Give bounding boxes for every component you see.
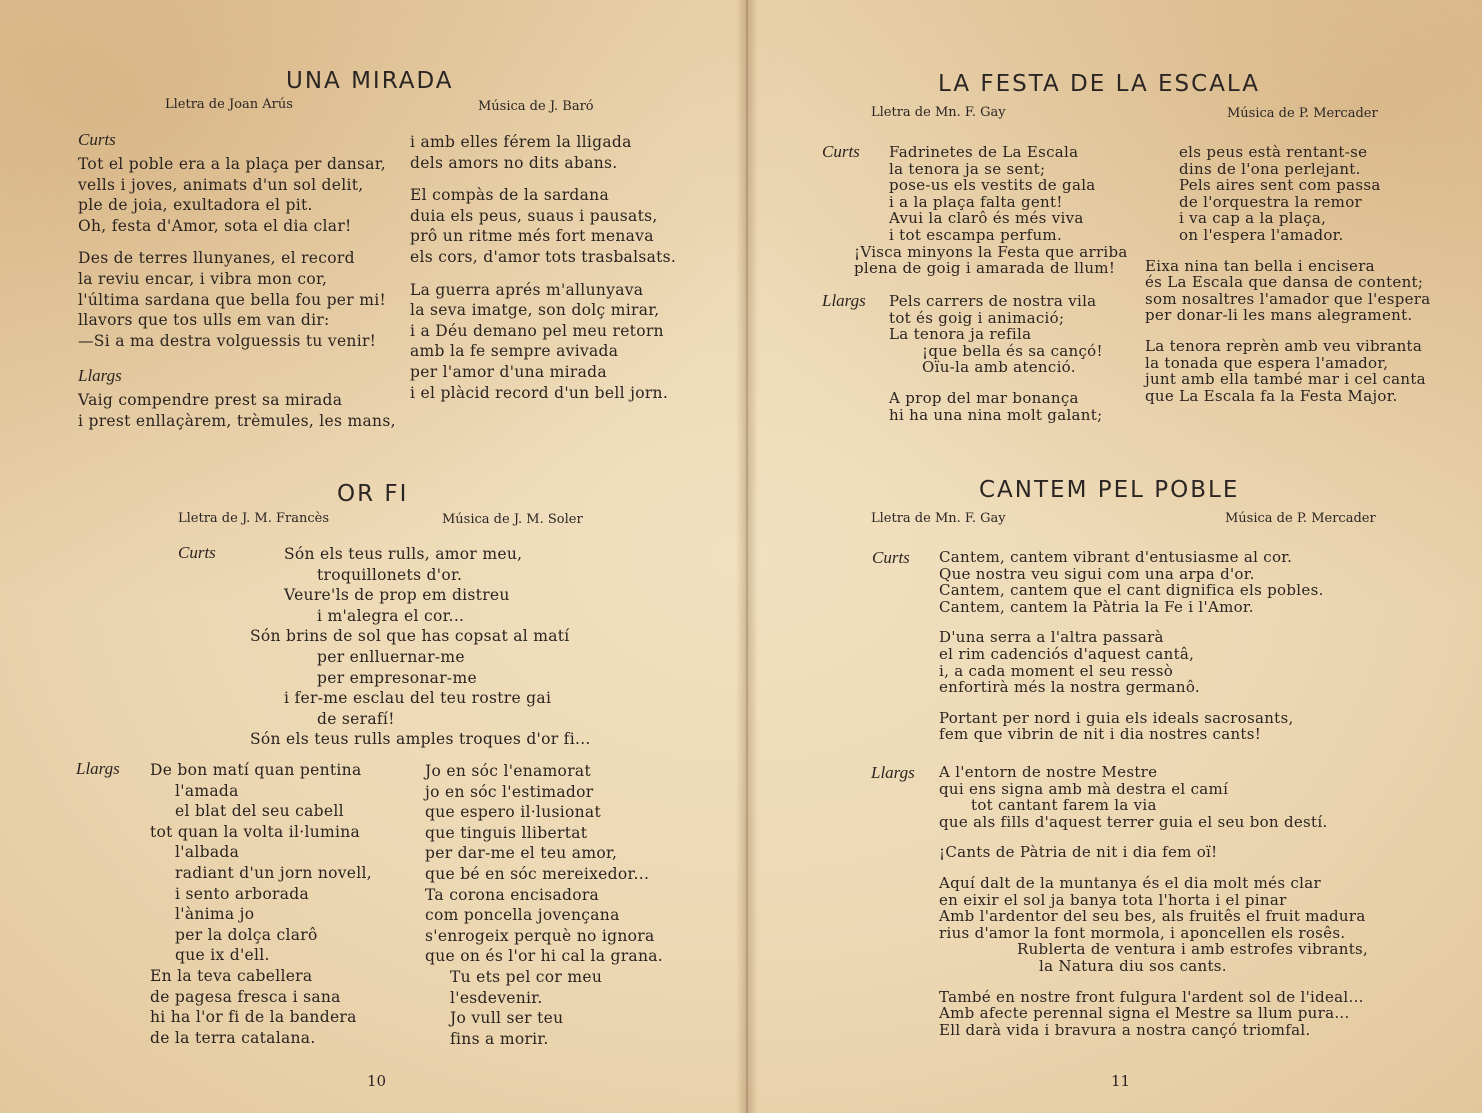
verse-line: A prop del mar bonança	[889, 388, 1079, 407]
verse-line: els cors, d'amor tots trasbalsats.	[410, 247, 677, 266]
verse-line: Eixa nina tan bella i encisera	[1145, 256, 1375, 275]
verse-line: que ix d'ell.	[175, 946, 270, 965]
verse-line: i el plàcid record d'un bell jorn.	[410, 383, 669, 402]
verse-line: de l'orquestra la remor	[1179, 192, 1362, 211]
song-title-la-festa: LA FESTA DE LA ESCALA	[938, 71, 1260, 97]
verse-line: que on és l'or hi cal la grana.	[425, 947, 664, 966]
verse-line: per l'amor d'una mirada	[410, 362, 607, 381]
music-credit: Música de J. Baró	[478, 99, 594, 114]
verse-line: plena de goig i amarada de llum!	[854, 259, 1116, 278]
page-number: 10	[367, 1072, 387, 1090]
verse-line: D'una serra a l'altra passarà	[939, 628, 1164, 647]
verse-line: la seva imatge, son dolç mirar,	[410, 301, 660, 320]
verse-line: —Si a ma destra volguessis tu venir!	[78, 331, 377, 350]
verse-line: Jo vull ser teu	[450, 1009, 564, 1028]
verse-line: en eixir el sol ja banya tota l'horta i el pinar	[939, 890, 1287, 909]
page-number: 11	[1111, 1072, 1131, 1090]
llargs-label: Llargs	[822, 291, 866, 310]
verse-line: Ta corona encisadora	[425, 885, 600, 904]
verse-line: el rim cadenciós d'aquest cantâ,	[939, 644, 1195, 663]
verse-line: i a la plaça falta gent!	[889, 192, 1063, 211]
verse-line: tot quan la volta il·lumina	[150, 822, 361, 841]
song-title-cantem: CANTEM PEL POBLE	[979, 477, 1240, 503]
verse-line: que espero il·lusionat	[425, 803, 601, 822]
curts-label: Curts	[78, 130, 116, 149]
verse-line: Amb afecte perennal signa el Mestre sa llum pura...	[939, 1004, 1350, 1023]
verse-line: s'enrogeix perquè no ignora	[425, 926, 655, 945]
verse-line: Jo en sóc l'enamorat	[425, 762, 591, 780]
lyrics-credit: Lletra de Mn. F. Gay	[871, 105, 1006, 120]
music-credit: Música de J. M. Soler	[442, 512, 583, 527]
verse-line: la reviu encar, i vibra mon cor,	[78, 269, 328, 288]
verse-line: de pagesa fresca i sana	[150, 987, 341, 1006]
verse-line: La tenora reprèn amb veu vibranta	[1145, 336, 1423, 355]
verse-line: Aquí dalt de la muntanya és el dia molt més clar	[939, 873, 1321, 892]
verse-line: la Natura diu sos cants.	[1039, 956, 1227, 975]
verse-line: i va cap a la plaça,	[1179, 209, 1327, 228]
verse-line: que bé en sóc mereixedor...	[425, 864, 650, 883]
verse-line: Cantem, cantem la Pàtria la Fe i l'Amor.	[939, 597, 1254, 616]
verse-line: Fadrinetes de La Escala	[889, 143, 1079, 161]
verse-line: Oïu-la amb atenció.	[922, 358, 1076, 377]
verse-line: i, a cada moment el seu ressò	[939, 661, 1174, 680]
verse-line: l'esdevenir.	[450, 988, 543, 1007]
verse-block	[1145, 144, 1431, 404]
verse-line: dins de l'ona perlejant.	[1179, 159, 1361, 178]
verse-line: duia els peus, suaus i pausats,	[410, 206, 658, 225]
verse-block	[854, 144, 1128, 277]
song-title-una-mirada: UNA MIRADA	[286, 68, 454, 94]
verse-block	[150, 760, 372, 1048]
llargs-label: Llargs	[78, 366, 122, 385]
verse-line: Pels aires sent com passa	[1179, 176, 1381, 195]
verse-line: enfortirà més la nostra germanô.	[939, 678, 1200, 697]
verse-line: llavors que tos ulls em van dir:	[78, 311, 330, 330]
verse-line: dels amors no dits abans.	[410, 153, 618, 172]
song-title-or-fi: OR FI	[337, 481, 409, 507]
verse-line: i a Déu demano pel meu retorn	[410, 321, 664, 340]
verse-line: hi ha una nina molt galant;	[889, 405, 1103, 424]
verse-block	[939, 764, 1368, 1038]
verse-line: També en nostre front fulgura l'ardent sol de l'ideal...	[939, 987, 1364, 1006]
verse-line: que La Escala fa la Festa Major.	[1145, 386, 1398, 405]
lyrics-credit: Lletra de Joan Arús	[165, 97, 293, 112]
verse-line: i m'alegra el cor...	[317, 606, 465, 625]
verse-line: ¡Cants de Pàtria de nit i dia fem oï!	[939, 843, 1218, 862]
verse-line: i amb elles férem la lligada	[410, 133, 632, 151]
verse-line: Són els teus rulls, amor meu,	[284, 545, 523, 563]
verse-line: pose-us els vestits de gala	[889, 176, 1096, 195]
verse-line: ple de joia, exultadora el pit.	[78, 196, 313, 215]
verse-block	[250, 544, 591, 750]
verse-line: junt amb ella també mar i cel canta	[1145, 370, 1426, 389]
verse-line: Portant per nord i guia els ideals sacrosants,	[939, 708, 1294, 727]
verse-line: Amb l'ardentor del seu bes, als fruitês el fruit madura	[939, 907, 1366, 926]
verse-block	[939, 549, 1324, 743]
verse-line: A l'entorn de nostre Mestre	[939, 763, 1158, 781]
verse-line: que als fills d'aquest terrer guia el seu bon destí.	[939, 812, 1328, 831]
verse-line: troquillonets d'or.	[317, 565, 463, 584]
verse-line: per dar-me el teu amor,	[425, 844, 618, 863]
verse-line: Des de terres llunyanes, el record	[78, 249, 355, 268]
verse-line: prô un ritme més fort menava	[410, 227, 654, 246]
music-credit: Música de P. Mercader	[1227, 106, 1378, 121]
verse-block	[889, 293, 1103, 423]
verse-line: Cantem, cantem que el cant dignifica els pobles.	[939, 581, 1324, 600]
verse-line: ¡que bella és sa cançó!	[922, 341, 1103, 360]
verse-line: Oh, festa d'Amor, sota el dia clar!	[78, 216, 352, 235]
verse-line: i tot escampa perfum.	[889, 225, 1063, 244]
right-page	[741, 0, 1482, 1113]
verse-line: i sento arborada	[175, 884, 309, 903]
verse-line: on l'espera l'amador.	[1179, 225, 1344, 244]
verse-line: la tonada que espera l'amador,	[1145, 353, 1389, 372]
verse-line: és La Escala que dansa de content;	[1145, 273, 1424, 292]
verse-line: de serafí!	[317, 709, 395, 728]
verse-line: la tenora ja se sent;	[889, 159, 1046, 178]
verse-line: l'amada	[175, 781, 239, 800]
verse-line: tot és goig i animació;	[889, 308, 1065, 327]
verse-line: Vaig compendre prest sa mirada	[78, 391, 343, 409]
verse-line: els peus està rentant-se	[1179, 143, 1368, 161]
verse-line: i prest enllaçàrem, trèmules, les mans,	[78, 411, 396, 430]
verse-line: La guerra aprés m'allunyava	[410, 280, 644, 299]
verse-line: com poncella jovençana	[425, 906, 620, 925]
verse-line: amb la fe sempre avivada	[410, 342, 619, 361]
verse-line: Cantem, cantem vibrant d'entusiasme al cor.	[939, 548, 1293, 566]
verse-line: el blat del seu cabell	[175, 802, 344, 821]
verse-line: jo en sóc l'estimador	[425, 782, 594, 801]
verse-line: En la teva cabellera	[150, 966, 313, 985]
curts-label: Curts	[872, 548, 910, 567]
verse-line: per enlluernar-me	[317, 647, 465, 666]
llargs-label: Llargs	[871, 763, 915, 782]
verse-line: que tinguis llibertat	[425, 823, 588, 842]
llargs-label: Llargs	[76, 759, 120, 778]
verse-line: Tu ets pel cor meu	[450, 967, 603, 986]
verse-line: radiant d'un jorn novell,	[175, 863, 373, 882]
verse-line: l'última sardana que bella fou per mi!	[78, 290, 387, 309]
verse-line: qui ens signa amb mà destra el camí	[939, 779, 1229, 798]
lyrics-credit: Lletra de J. M. Francès	[178, 511, 329, 526]
verse-block	[425, 761, 663, 1049]
verse-line: Avui la clarô és més viva	[889, 209, 1084, 228]
verse-line: Tot el poble era a la plaça per dansar,	[78, 155, 387, 173]
verse-line: Veure'ls de prop em distreu	[284, 586, 510, 605]
verse-line: rius d'amor la font mormola, i aponcellen els rosês.	[939, 923, 1346, 942]
verse-line: de la terra catalana.	[150, 1028, 316, 1047]
verse-line: El compàs de la sardana	[410, 186, 609, 205]
verse-line: per la dolça clarô	[175, 925, 318, 944]
verse-line: i fer-me esclau del teu rostre gai	[284, 689, 552, 708]
verse-line: Que nostra veu sigui com una arpa d'or.	[939, 564, 1255, 583]
verse-line: fins a morir.	[450, 1029, 549, 1048]
verse-line: fem que vibrin de nit i dia nostres cants!	[939, 725, 1262, 744]
verse-line: La tenora ja refila	[889, 325, 1032, 344]
verse-block	[78, 390, 396, 431]
verse-line: Són els teus rulls amples troques d'or fi...	[250, 730, 591, 749]
verse-line: per empresonar-me	[317, 668, 477, 687]
verse-line: l'ànima jo	[175, 905, 255, 924]
verse-line: hi ha l'or fi de la bandera	[150, 1008, 357, 1027]
verse-line: som nosaltres l'amador que l'espera	[1145, 289, 1431, 308]
verse-line: tot cantant farem la via	[971, 796, 1157, 815]
curts-label: Curts	[178, 543, 216, 562]
verse-line: Ell darà vida i bravura a nostra cançó triomfal.	[939, 1020, 1311, 1039]
verse-line: vells i joves, animats d'un sol delit,	[78, 175, 364, 194]
verse-block	[410, 132, 676, 403]
verse-line: per donar-li les mans alegrament.	[1145, 306, 1413, 325]
music-credit: Música de P. Mercader	[1225, 511, 1376, 526]
verse-line: Pels carrers de nostra vila	[889, 292, 1097, 310]
verse-line: ¡Visca minyons la Festa que arriba	[854, 242, 1128, 261]
verse-block	[78, 154, 386, 351]
verse-line: De bon matí quan pentina	[150, 761, 362, 779]
verse-line: Són brins de sol que has copsat al matí	[250, 627, 570, 646]
verse-line: Rublerta de ventura i amb estrofes vibrants,	[1017, 940, 1369, 959]
curts-label: Curts	[822, 142, 860, 161]
lyrics-credit: Lletra de Mn. F. Gay	[871, 511, 1006, 526]
verse-line: l'albada	[175, 843, 240, 862]
